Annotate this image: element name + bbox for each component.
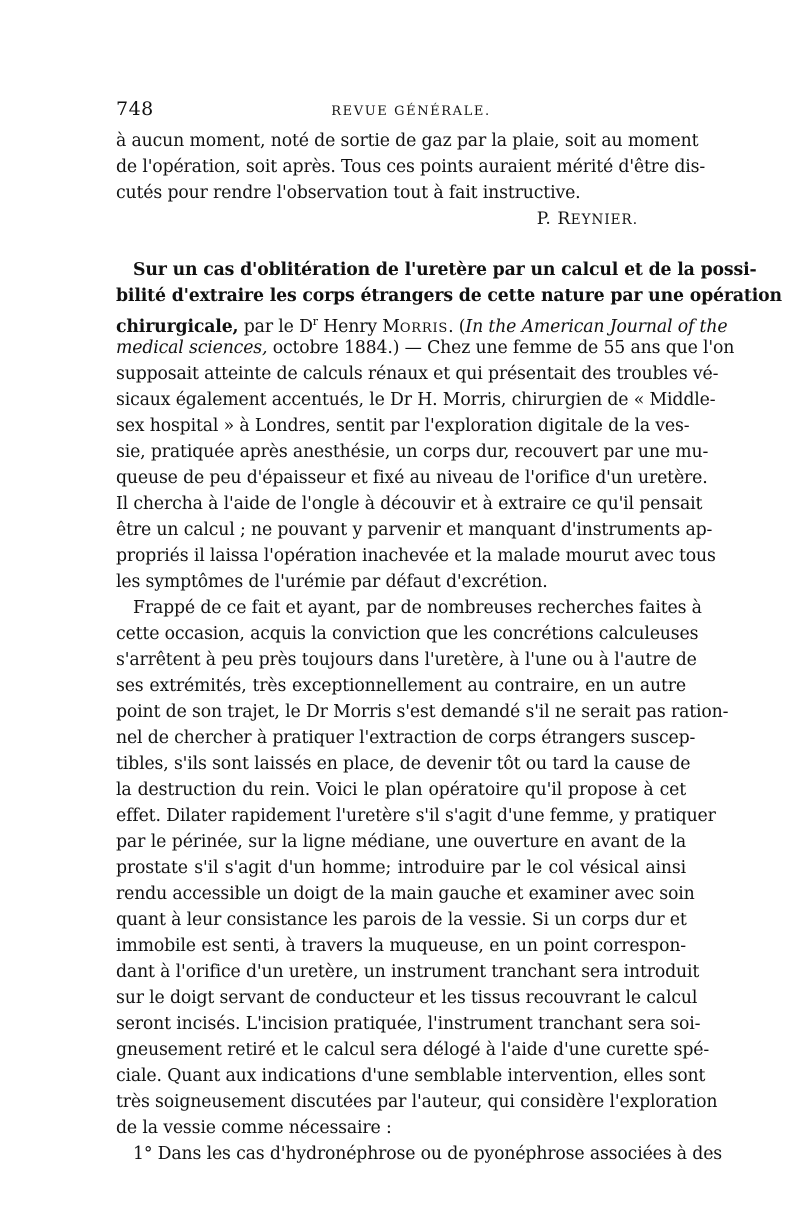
body-line: sicaux également accentués, le Dr H. Morris, chirurgien de « Middle-: [116, 390, 716, 410]
prev-line-2: de l'opération, soit après. Tous ces points auraient mérité d'être dis-: [116, 157, 706, 177]
article-title-line-1: [133, 260, 757, 284]
page-header: [116, 96, 686, 126]
paragraph-2-line: nel de chercher à pratiquer l'extraction de corps étrangers suscep-: [116, 728, 696, 748]
citation-by: par le D: [238, 316, 313, 337]
body-line: supposait atteinte de calculs rénaux et qui présentait des troubles vé-: [116, 364, 719, 384]
body-line: queuse de peu d'épaisseur et fixé au niveau de l'orifice d'un uretère.: [116, 468, 708, 488]
paragraph-2-line: sur le doigt servant de conducteur et les tissus recouvrant le calcul: [116, 988, 698, 1008]
paragraph-2-line: la destruction du rein. Voici le plan opératoire qu'il propose à cet: [116, 780, 686, 800]
paragraph-2-line: très soigneusement discutées par l'auteur, qui considère l'exploration: [116, 1092, 718, 1112]
prev-line-1: à aucun moment, noté de sortie de gaz par la plaie, soit au moment: [116, 131, 699, 151]
article-title-part-1: Sur un cas d'oblitération de l'uretère par un calcul et de la possi-: [133, 260, 757, 280]
paragraph-2-line: immobile est senti, à travers la muqueuse, en un point correspon-: [116, 936, 686, 956]
paragraph-2-line: tibles, s'ils sont laissés en place, de devenir tôt ou tard la cause de: [116, 754, 691, 774]
citation-date-and-start: octobre 1884.) — Chez une femme de 55 ans que l'on: [267, 338, 735, 358]
paragraph-2-line: rendu accessible un doigt de la main gauche et examiner avec soin: [116, 884, 695, 904]
journal-name-part-2: medical sciences,: [116, 338, 268, 358]
article-title-part-2: bilité d'extraire les corps étrangers de cette nature par une opération: [116, 286, 782, 306]
author-signature: [116, 209, 638, 233]
citation-author-surname: ORRIS: [399, 320, 449, 336]
prev-line-3: cutés pour rendre l'observation tout à fait instructive.: [116, 183, 581, 203]
body-line-last: les symptômes de l'urémie par défaut d'excrétion.: [116, 572, 548, 592]
paragraph-2-line: par le périnée, sur la ligne médiane, une ouverture en avant de la: [116, 832, 686, 852]
paragraph-2-line: quant à leur consistance les parois de la vessie. Si un corps dur et: [116, 910, 687, 930]
paragraph-2-line: s'arrêtent à peu près toujours dans l'uretère, à l'une ou à l'autre de: [116, 650, 697, 670]
body-line: propriés il laissa l'opération inachevée et la malade mourut avec tous: [116, 546, 716, 566]
page-number: 748: [116, 98, 154, 120]
article-citation-line-1: [116, 312, 728, 337]
article-title-line-2: [116, 286, 782, 310]
paragraph-2-line: ses extrémités, très exceptionnellement au contraire, en un autre: [116, 676, 686, 696]
body-line: sex hospital » à Londres, sentit par l'exploration digitale de la ves-: [116, 416, 690, 436]
paragraph-2-line: seront incisés. L'incision pratiquée, l'instrument tranchant sera soi-: [116, 1014, 701, 1034]
paragraph-2-line: gneusement retiré et le calcul sera délogé à l'aide d'une curette spé-: [116, 1040, 710, 1060]
article-title-part-3: chirurgicale,: [116, 316, 239, 337]
paragraph-2-line: ciale. Quant aux indications d'une semblable intervention, elles sont: [116, 1066, 706, 1086]
citation-author-first: Henry M: [317, 316, 400, 337]
article-citation-line-2: [116, 338, 735, 362]
paragraph-2-line: effet. Dilater rapidement l'uretère s'il s'agit d'une femme, y pratiquer: [116, 806, 716, 826]
paragraph-2-line: Frappé de ce fait et ayant, par de nombreuses recherches faites à: [133, 598, 702, 618]
doctor-superscript: r: [312, 315, 318, 328]
signature-surname: EYNIER.: [570, 212, 638, 228]
signature-initial: P. R: [536, 209, 571, 229]
paragraph-3-line: 1° Dans les cas d'hydronéphrose ou de pyonéphrose associées à des: [133, 1144, 722, 1164]
body-line: être un calcul ; ne pouvant y parvenir et manquant d'instruments ap-: [116, 520, 713, 540]
paragraph-2-line: dant à l'orifice d'un uretère, un instrument tranchant sera introduit: [116, 962, 700, 982]
paragraph-2-line: cette occasion, acquis la conviction que les concrétions calculeuses: [116, 624, 699, 644]
citation-punct: . (: [448, 316, 466, 337]
paragraph-2-line: prostate s'il s'agit d'un homme; introduire par le col vésical ainsi: [116, 858, 686, 878]
paragraph-2-line: point de son trajet, le Dr Morris s'est demandé s'il ne serait pas ration-: [116, 702, 729, 722]
journal-name-part-1: In the American Journal of the: [465, 316, 728, 337]
running-title: REVUE GÉNÉRALE.: [331, 104, 491, 119]
body-line: Il chercha à l'aide de l'ongle à découvir et à extraire ce qu'il pensait: [116, 494, 703, 514]
body-line: sie, pratiquée après anesthésie, un corps dur, recouvert par une mu-: [116, 442, 709, 462]
paragraph-2-line-last: de la vessie comme nécessaire :: [116, 1118, 392, 1138]
